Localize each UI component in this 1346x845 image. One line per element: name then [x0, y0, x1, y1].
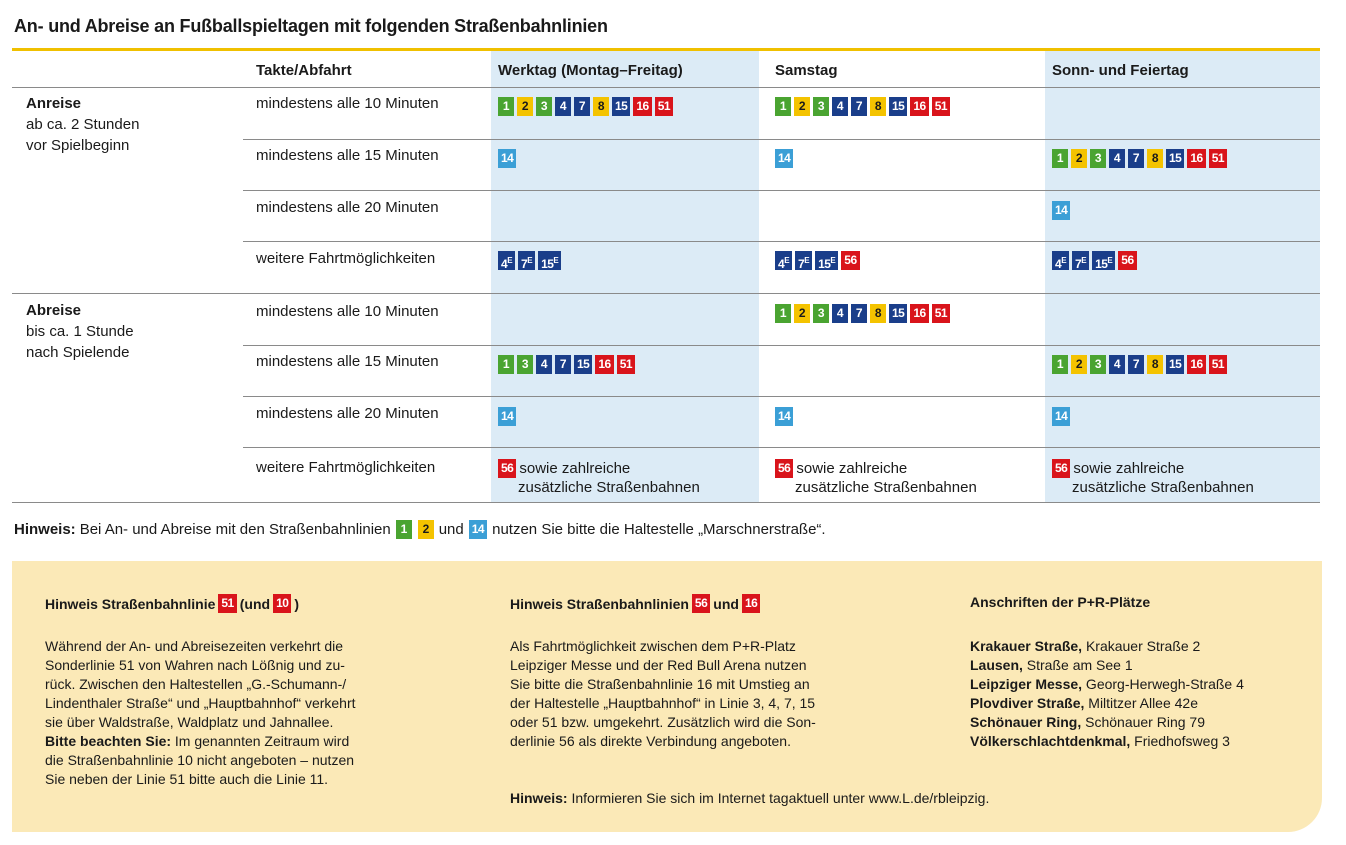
info-box — [12, 561, 1322, 832]
paragraph-line: der Haltestelle „Hauptbahnhof“ in Linie 3, 4, 7, 15 — [510, 695, 816, 711]
header-werktag: Werktag (Montag–Freitag) — [498, 62, 683, 79]
extra-text: zusätzliche Straßenbahnen — [1072, 479, 1254, 496]
extra-info — [775, 459, 977, 497]
line-badge: 3 — [536, 97, 552, 116]
line-badge-15e — [538, 251, 561, 270]
paragraph-text: Im genannten Zeitraum wird — [171, 733, 350, 749]
paragraph-line: Sie neben der Linie 51 bitte auch die Linie 11. — [45, 771, 329, 787]
line-badge-4e — [498, 251, 515, 270]
line-badge: 56 — [692, 594, 710, 613]
extra-text: zusätzliche Straßenbahnen — [795, 479, 977, 496]
eil-marker: E — [830, 256, 836, 265]
line-number: 4 — [778, 257, 785, 271]
line-badge: 51 — [932, 304, 950, 323]
line-badge: 7 — [1128, 149, 1144, 168]
extra-text: sowie zahlreiche — [1073, 460, 1185, 477]
line-badge: 15 — [612, 97, 630, 116]
line-badge: 14 — [775, 407, 793, 426]
line-badge-4e — [1052, 251, 1069, 270]
box-web-hint — [510, 789, 989, 808]
pr-street: Schönauer Ring 79 — [1081, 714, 1205, 730]
line-badge: 51 — [932, 97, 950, 116]
line-badge: 14 — [1052, 201, 1070, 220]
line-number: 15 — [541, 257, 554, 271]
line-badge: 7 — [555, 355, 571, 374]
paragraph-line: Leipziger Messe und der Red Bull Arena nutzen — [510, 657, 807, 673]
line-number: 15 — [1095, 257, 1108, 271]
eil-marker: E — [784, 256, 790, 265]
line-badge: 15 — [889, 304, 907, 323]
line-number: 4 — [1055, 257, 1062, 271]
paragraph-line: oder 51 bzw. umgekehrt. Zusätzlich wird die Son- — [510, 714, 816, 730]
line-badge: 16 — [742, 594, 760, 613]
line-badges — [1052, 355, 1227, 374]
eil-marker: E — [1107, 256, 1113, 265]
line-badge: 4 — [1109, 149, 1125, 168]
box-heading-pr: Anschriften der P+R-Plätze — [970, 594, 1151, 610]
group-abreise — [26, 300, 134, 363]
line-badge: 3 — [1090, 355, 1106, 374]
line-badge: 56 — [775, 459, 793, 478]
heading-text: (und — [239, 595, 271, 612]
pr-name: Völkerschlachtdenkmal, — [970, 733, 1131, 749]
extra-info — [498, 459, 700, 497]
paragraph-line: Als Fahrtmöglichkeit zwischen dem P+R-Platz — [510, 638, 796, 654]
line-badge: 14 — [469, 520, 487, 539]
line-badge: 2 — [1071, 149, 1087, 168]
pr-street: Krakauer Straße 2 — [1082, 638, 1201, 654]
sonntag-column-bg — [1045, 51, 1320, 502]
group-abreise-line: nach Spielende — [26, 344, 130, 361]
line-badge: 8 — [870, 304, 886, 323]
header-sonntag: Sonn- und Feiertag — [1052, 62, 1189, 79]
line-badge: 3 — [517, 355, 533, 374]
line-badge: 4 — [555, 97, 571, 116]
separator — [243, 447, 1320, 448]
line-badge: 15 — [1166, 149, 1184, 168]
pr-address — [970, 694, 1244, 713]
hint-label: Hinweis: — [14, 521, 76, 538]
extra-text: zusätzliche Straßenbahnen — [518, 479, 700, 496]
line-number: 7 — [798, 257, 805, 271]
line-badge: 2 — [517, 97, 533, 116]
paragraph-line: derlinie 56 als direkte Verbindung angeboten. — [510, 733, 791, 749]
pr-address — [970, 732, 1244, 751]
line-badge: 14 — [498, 407, 516, 426]
line-badges — [775, 97, 950, 116]
line-badge: 1 — [396, 520, 412, 539]
line-badge: 1 — [498, 97, 514, 116]
line-badge: 2 — [1071, 355, 1087, 374]
pr-address-list — [970, 637, 1244, 751]
line-badge: 16 — [1187, 355, 1205, 374]
line-badge: 4 — [536, 355, 552, 374]
pr-name: Lausen, — [970, 657, 1023, 673]
extra-info — [1052, 459, 1254, 497]
line-badge: 1 — [1052, 149, 1068, 168]
line-number: 7 — [1075, 257, 1082, 271]
box-paragraph-line56-16 — [510, 637, 816, 751]
line-badge: 14 — [775, 149, 793, 168]
eil-marker: E — [553, 256, 559, 265]
line-badge: 51 — [655, 97, 673, 116]
line-badge: 4 — [1109, 355, 1125, 374]
paragraph-line: rück. Zwischen den Haltestellen „G.-Schumann-/ — [45, 676, 347, 692]
line-badge: 3 — [1090, 149, 1106, 168]
eil-marker: E — [1061, 256, 1067, 265]
line-badge: 1 — [1052, 355, 1068, 374]
hint-text: nutzen Sie bitte die Haltestelle „Marschnerstraße“. — [492, 521, 826, 538]
line-badge: 8 — [1147, 149, 1163, 168]
line-badges — [775, 251, 860, 270]
paragraph-line: die Straßenbahnlinie 10 nicht angeboten – nutzen — [45, 752, 355, 768]
line-badge: 2 — [418, 520, 434, 539]
takt-label: mindestens alle 15 Minuten — [256, 353, 439, 370]
line-badges — [1052, 251, 1137, 270]
group-anreise-line: ab ca. 2 Stunden — [26, 116, 140, 133]
line-badge: 16 — [633, 97, 651, 116]
pr-name: Krakauer Straße, — [970, 638, 1083, 654]
separator-bottom — [12, 502, 1320, 503]
group-abreise-title: Abreise — [26, 302, 82, 319]
takt-label: weitere Fahrtmöglichkeiten — [256, 459, 436, 476]
line-badge: 16 — [910, 97, 928, 116]
pr-street: Friedhofsweg 3 — [1130, 733, 1230, 749]
line-badge: 8 — [870, 97, 886, 116]
line-badges — [1052, 407, 1070, 426]
header-takt: Takte/Abfahrt — [256, 62, 352, 79]
pr-name: Plovdiver Straße, — [970, 695, 1085, 711]
separator — [243, 345, 1320, 346]
takt-label: mindestens alle 10 Minuten — [256, 95, 439, 112]
line-badge: 56 — [841, 251, 859, 270]
line-badges — [775, 149, 793, 168]
paragraph-line — [45, 732, 356, 751]
line-badge: 3 — [813, 97, 829, 116]
line-badge: 2 — [794, 304, 810, 323]
line-badges — [498, 149, 516, 168]
pr-street: Straße am See 1 — [1022, 657, 1133, 673]
line-badge: 51 — [617, 355, 635, 374]
line-badges — [498, 97, 673, 116]
takt-label: mindestens alle 10 Minuten — [256, 303, 439, 320]
takt-label: mindestens alle 20 Minuten — [256, 199, 439, 216]
line-badge: 14 — [1052, 407, 1070, 426]
pr-address — [970, 713, 1244, 732]
line-badges — [1052, 149, 1227, 168]
line-badge: 56 — [1052, 459, 1070, 478]
line-badge: 2 — [794, 97, 810, 116]
group-anreise-line: vor Spielbeginn — [26, 137, 130, 154]
separator-header — [12, 87, 1320, 88]
eil-marker: E — [804, 256, 810, 265]
line-badge-7e — [518, 251, 535, 270]
line-badge: 14 — [498, 149, 516, 168]
line-badge: 4 — [832, 304, 848, 323]
heading-text: Hinweis Straßenbahnlinien — [510, 595, 689, 612]
line-badge-4e — [775, 251, 792, 270]
line-badge-7e — [1072, 251, 1089, 270]
line-badge: 56 — [1118, 251, 1136, 270]
line-badge: 8 — [1147, 355, 1163, 374]
line-badge: 16 — [595, 355, 613, 374]
heading-text: Hinweis Straßenbahnlinie — [45, 595, 216, 612]
line-number: 15 — [818, 257, 831, 271]
hint-label: Hinweis: — [510, 790, 568, 806]
line-badges — [498, 355, 635, 374]
pr-street: Georg-Herwegh-Straße 4 — [1082, 676, 1244, 692]
takt-label: mindestens alle 15 Minuten — [256, 147, 439, 164]
heading-text: und — [713, 595, 739, 612]
line-badge-15e — [815, 251, 838, 270]
heading-text: ) — [294, 595, 300, 612]
separator — [243, 139, 1320, 140]
hint-text: und — [438, 521, 464, 538]
line-badge-7e — [795, 251, 812, 270]
eil-marker: E — [507, 256, 513, 265]
line-badge: 16 — [1187, 149, 1205, 168]
werktag-column-bg — [491, 51, 759, 502]
page-title: An- und Abreise an Fußballspieltagen mit folgenden Straßenbahnlinien — [14, 16, 608, 36]
separator — [243, 241, 1320, 242]
paragraph-line: Sonderlinie 51 von Wahren nach Lößnig und zu- — [45, 657, 345, 673]
header-samstag: Samstag — [775, 62, 838, 79]
line-badge: 7 — [574, 97, 590, 116]
line-badge: 3 — [813, 304, 829, 323]
paragraph-line: sie über Waldstraße, Waldplatz und Jahnallee. — [45, 714, 334, 730]
line-badge: 51 — [1209, 355, 1227, 374]
group-abreise-line: bis ca. 1 Stunde — [26, 323, 134, 340]
box-heading-line51 — [45, 594, 299, 613]
line-badge: 1 — [775, 304, 791, 323]
hint-text: Informieren Sie sich im Internet tagaktuell unter www.L.de/rbleipzig. — [567, 790, 990, 806]
box-paragraph-line51 — [45, 637, 356, 789]
pr-name: Leipziger Messe, — [970, 676, 1083, 692]
paragraph-line: Sie bitte die Straßenbahnlinie 16 mit Umstieg an — [510, 676, 810, 692]
line-number: 4 — [501, 257, 508, 271]
line-badge: 1 — [498, 355, 514, 374]
pr-address — [970, 675, 1244, 694]
extra-text: sowie zahlreiche — [796, 460, 908, 477]
bold-lead: Bitte beachten Sie: — [45, 733, 172, 749]
paragraph-line: Während der An- und Abreisezeiten verkehrt die — [45, 638, 344, 654]
line-badge: 15 — [1166, 355, 1184, 374]
line-badge: 4 — [832, 97, 848, 116]
line-badges — [775, 304, 950, 323]
group-anreise — [26, 93, 139, 156]
line-badge: 16 — [910, 304, 928, 323]
eil-marker: E — [527, 256, 533, 265]
line-badges — [1052, 201, 1070, 220]
separator — [243, 396, 1320, 397]
line-badge: 15 — [889, 97, 907, 116]
line-badge: 1 — [775, 97, 791, 116]
line-badge: 7 — [851, 97, 867, 116]
separator-group — [12, 293, 1320, 294]
extra-text: sowie zahlreiche — [519, 460, 631, 477]
line-badge: 51 — [218, 594, 236, 613]
takt-label: mindestens alle 20 Minuten — [256, 405, 439, 422]
line-badge-15e — [1092, 251, 1115, 270]
paragraph-line: Lindenthaler Straße“ und „Hauptbahnhof“ verkehrt — [45, 695, 356, 711]
line-badge: 10 — [273, 594, 291, 613]
hint-text: Bei An- und Abreise mit den Straßenbahnlinien — [79, 521, 391, 538]
takt-label: weitere Fahrtmöglichkeiten — [256, 250, 436, 267]
line-badge: 7 — [851, 304, 867, 323]
line-badges — [775, 407, 793, 426]
hint-line — [14, 520, 826, 539]
line-badge: 8 — [593, 97, 609, 116]
box-heading-line56-16 — [510, 594, 760, 613]
pr-street: Miltitzer Allee 42e — [1084, 695, 1198, 711]
separator — [243, 190, 1320, 191]
line-badge: 15 — [574, 355, 592, 374]
group-anreise-title: Anreise — [26, 95, 82, 112]
eil-marker: E — [1081, 256, 1087, 265]
line-badges — [498, 251, 561, 270]
line-badge: 7 — [1128, 355, 1144, 374]
line-badge: 56 — [498, 459, 516, 478]
pr-name: Schönauer Ring, — [970, 714, 1082, 730]
line-badges — [498, 407, 516, 426]
line-badge: 51 — [1209, 149, 1227, 168]
pr-address — [970, 656, 1244, 675]
pr-address — [970, 637, 1244, 656]
line-number: 7 — [521, 257, 528, 271]
